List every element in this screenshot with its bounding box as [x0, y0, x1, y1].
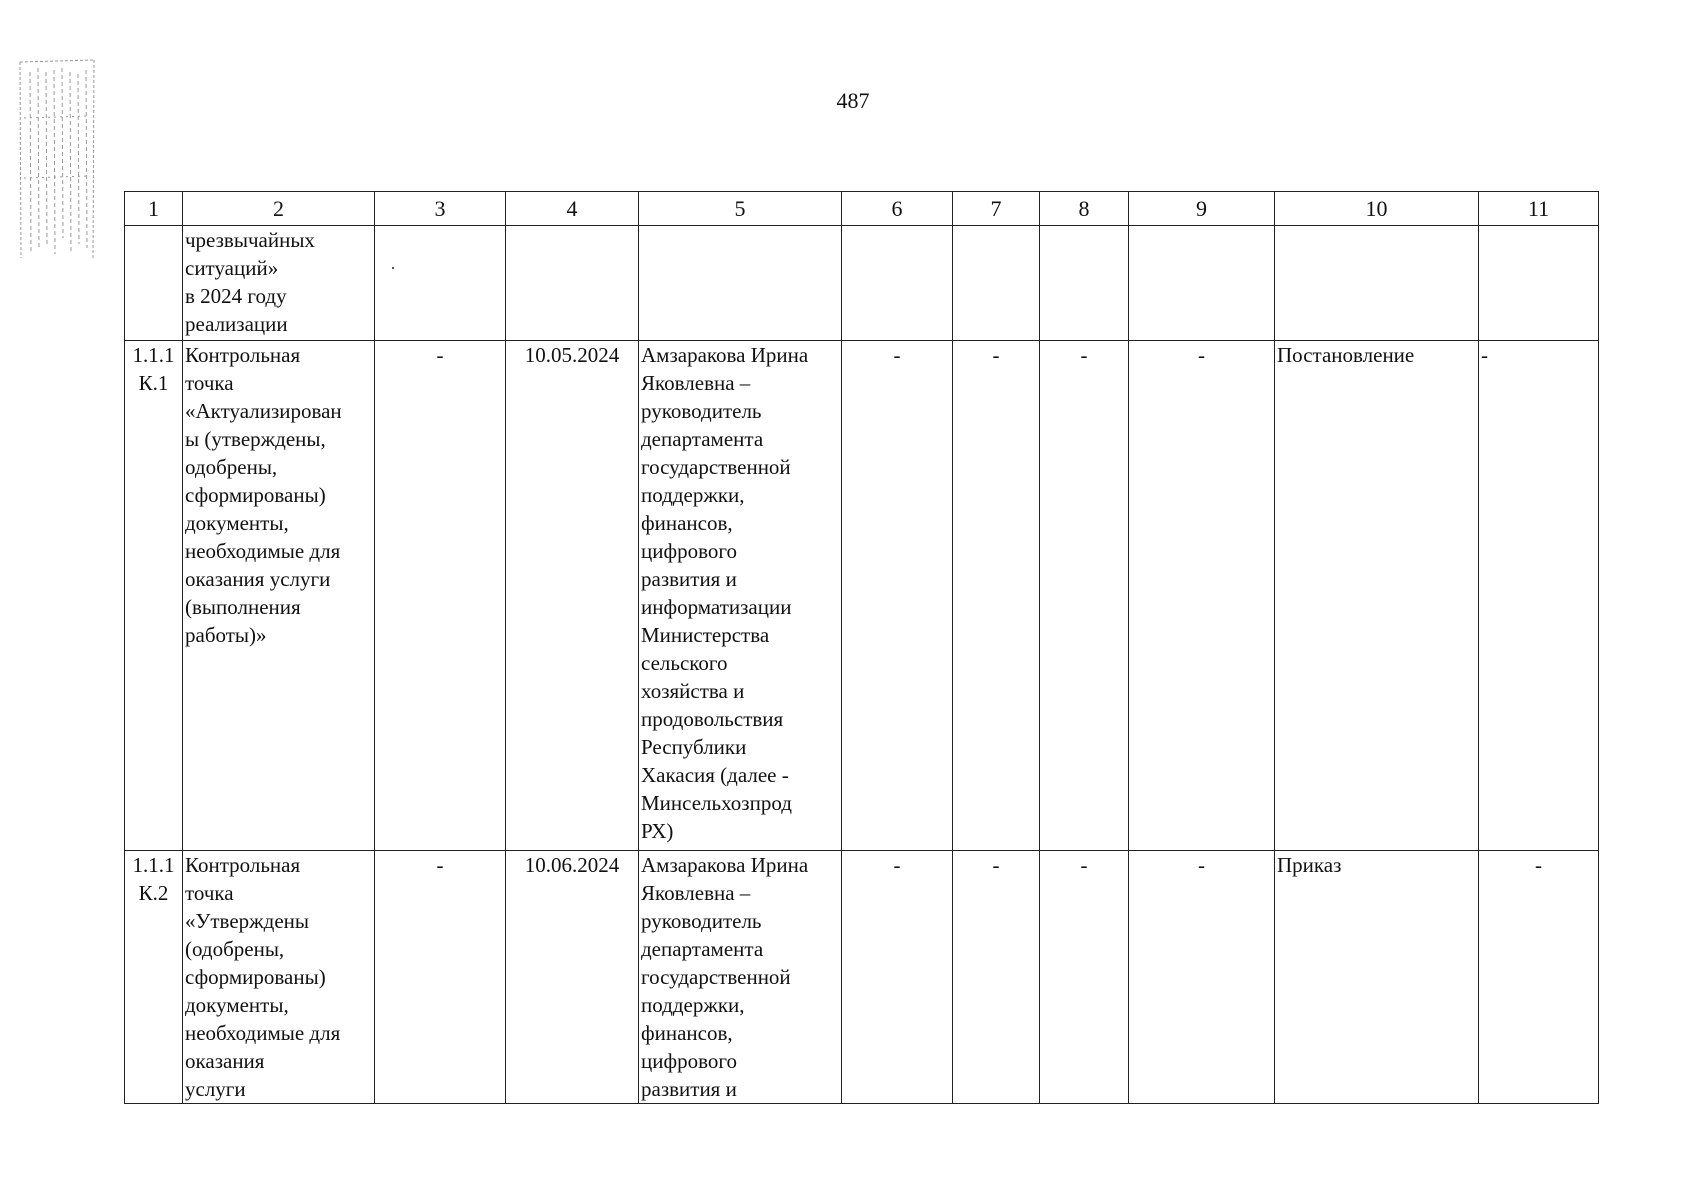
column-number: 5 [639, 192, 842, 226]
table-cell: - [1040, 851, 1129, 1104]
column-number: 3 [375, 192, 506, 226]
row-number-cell [125, 226, 183, 341]
column-number: 2 [183, 192, 375, 226]
table-cell [639, 226, 842, 341]
table-cell [1129, 226, 1275, 341]
table-row [125, 341, 1599, 851]
document-type-cell: Постановление [1275, 341, 1479, 851]
table-cell: - [375, 341, 506, 851]
table-cell: - [1479, 851, 1599, 1104]
table-cell: - [1129, 851, 1275, 1104]
row-number-cell: 1.1.1 К.1 [125, 341, 183, 851]
control-points-table [124, 191, 1599, 1104]
control-point-name-cell: Контрольная точка «Актуализирован ы (утверждены, одобрены, сформированы) документы, необходимые для оказания услуги (выполнения работы)» [183, 341, 375, 851]
column-number: 10 [1275, 192, 1479, 226]
table-cell: - [842, 851, 953, 1104]
date-cell: 10.05.2024 [506, 341, 639, 851]
document-type-cell: Приказ [1275, 851, 1479, 1104]
control-point-name-cell: Контрольная точка «Утверждены (одобрены, сформированы) документы, необходимые для оказания услуги [183, 851, 375, 1104]
table-row [125, 851, 1599, 1104]
table-cell: - [842, 341, 953, 851]
table-cell: - [953, 851, 1040, 1104]
table-cell [953, 226, 1040, 341]
table-cell [1040, 226, 1129, 341]
table-cell [1275, 226, 1479, 341]
table-cell: - [1479, 341, 1599, 851]
date-cell: 10.06.2024 [506, 851, 639, 1104]
page-number: 487 [836, 88, 870, 113]
table-cell: - [1129, 341, 1275, 851]
column-number: 7 [953, 192, 1040, 226]
table-cell [1479, 226, 1599, 341]
column-number: 9 [1129, 192, 1275, 226]
column-number: 4 [506, 192, 639, 226]
control-point-name-cell: чрезвычайных ситуаций» в 2024 году реализации [183, 226, 375, 341]
table-cell: - [1040, 341, 1129, 851]
column-number: 11 [1479, 192, 1599, 226]
column-number-row [125, 192, 1599, 226]
registration-stamp [18, 58, 96, 264]
table-cell: - [375, 851, 506, 1104]
table-cell: - [953, 341, 1040, 851]
table-cell [375, 226, 506, 341]
column-number: 8 [1040, 192, 1129, 226]
responsible-person-cell: Амзаракова Ирина Яковлевна – руководитель департамента государственной поддержки, финансов, цифрового развития и информатизации Министерства сельского хозяйства и продовольствия Республики Хакасия (далее - Минсельхозпрод РХ) [639, 341, 842, 851]
column-number: 6 [842, 192, 953, 226]
table-row-continuation [125, 226, 1599, 341]
column-number: 1 [125, 192, 183, 226]
table-cell [506, 226, 639, 341]
table-cell [842, 226, 953, 341]
responsible-person-cell: Амзаракова Ирина Яковлевна – руководитель департамента государственной поддержки, финансов, цифрового развития и [639, 851, 842, 1104]
row-number-cell: 1.1.1 К.2 [125, 851, 183, 1104]
